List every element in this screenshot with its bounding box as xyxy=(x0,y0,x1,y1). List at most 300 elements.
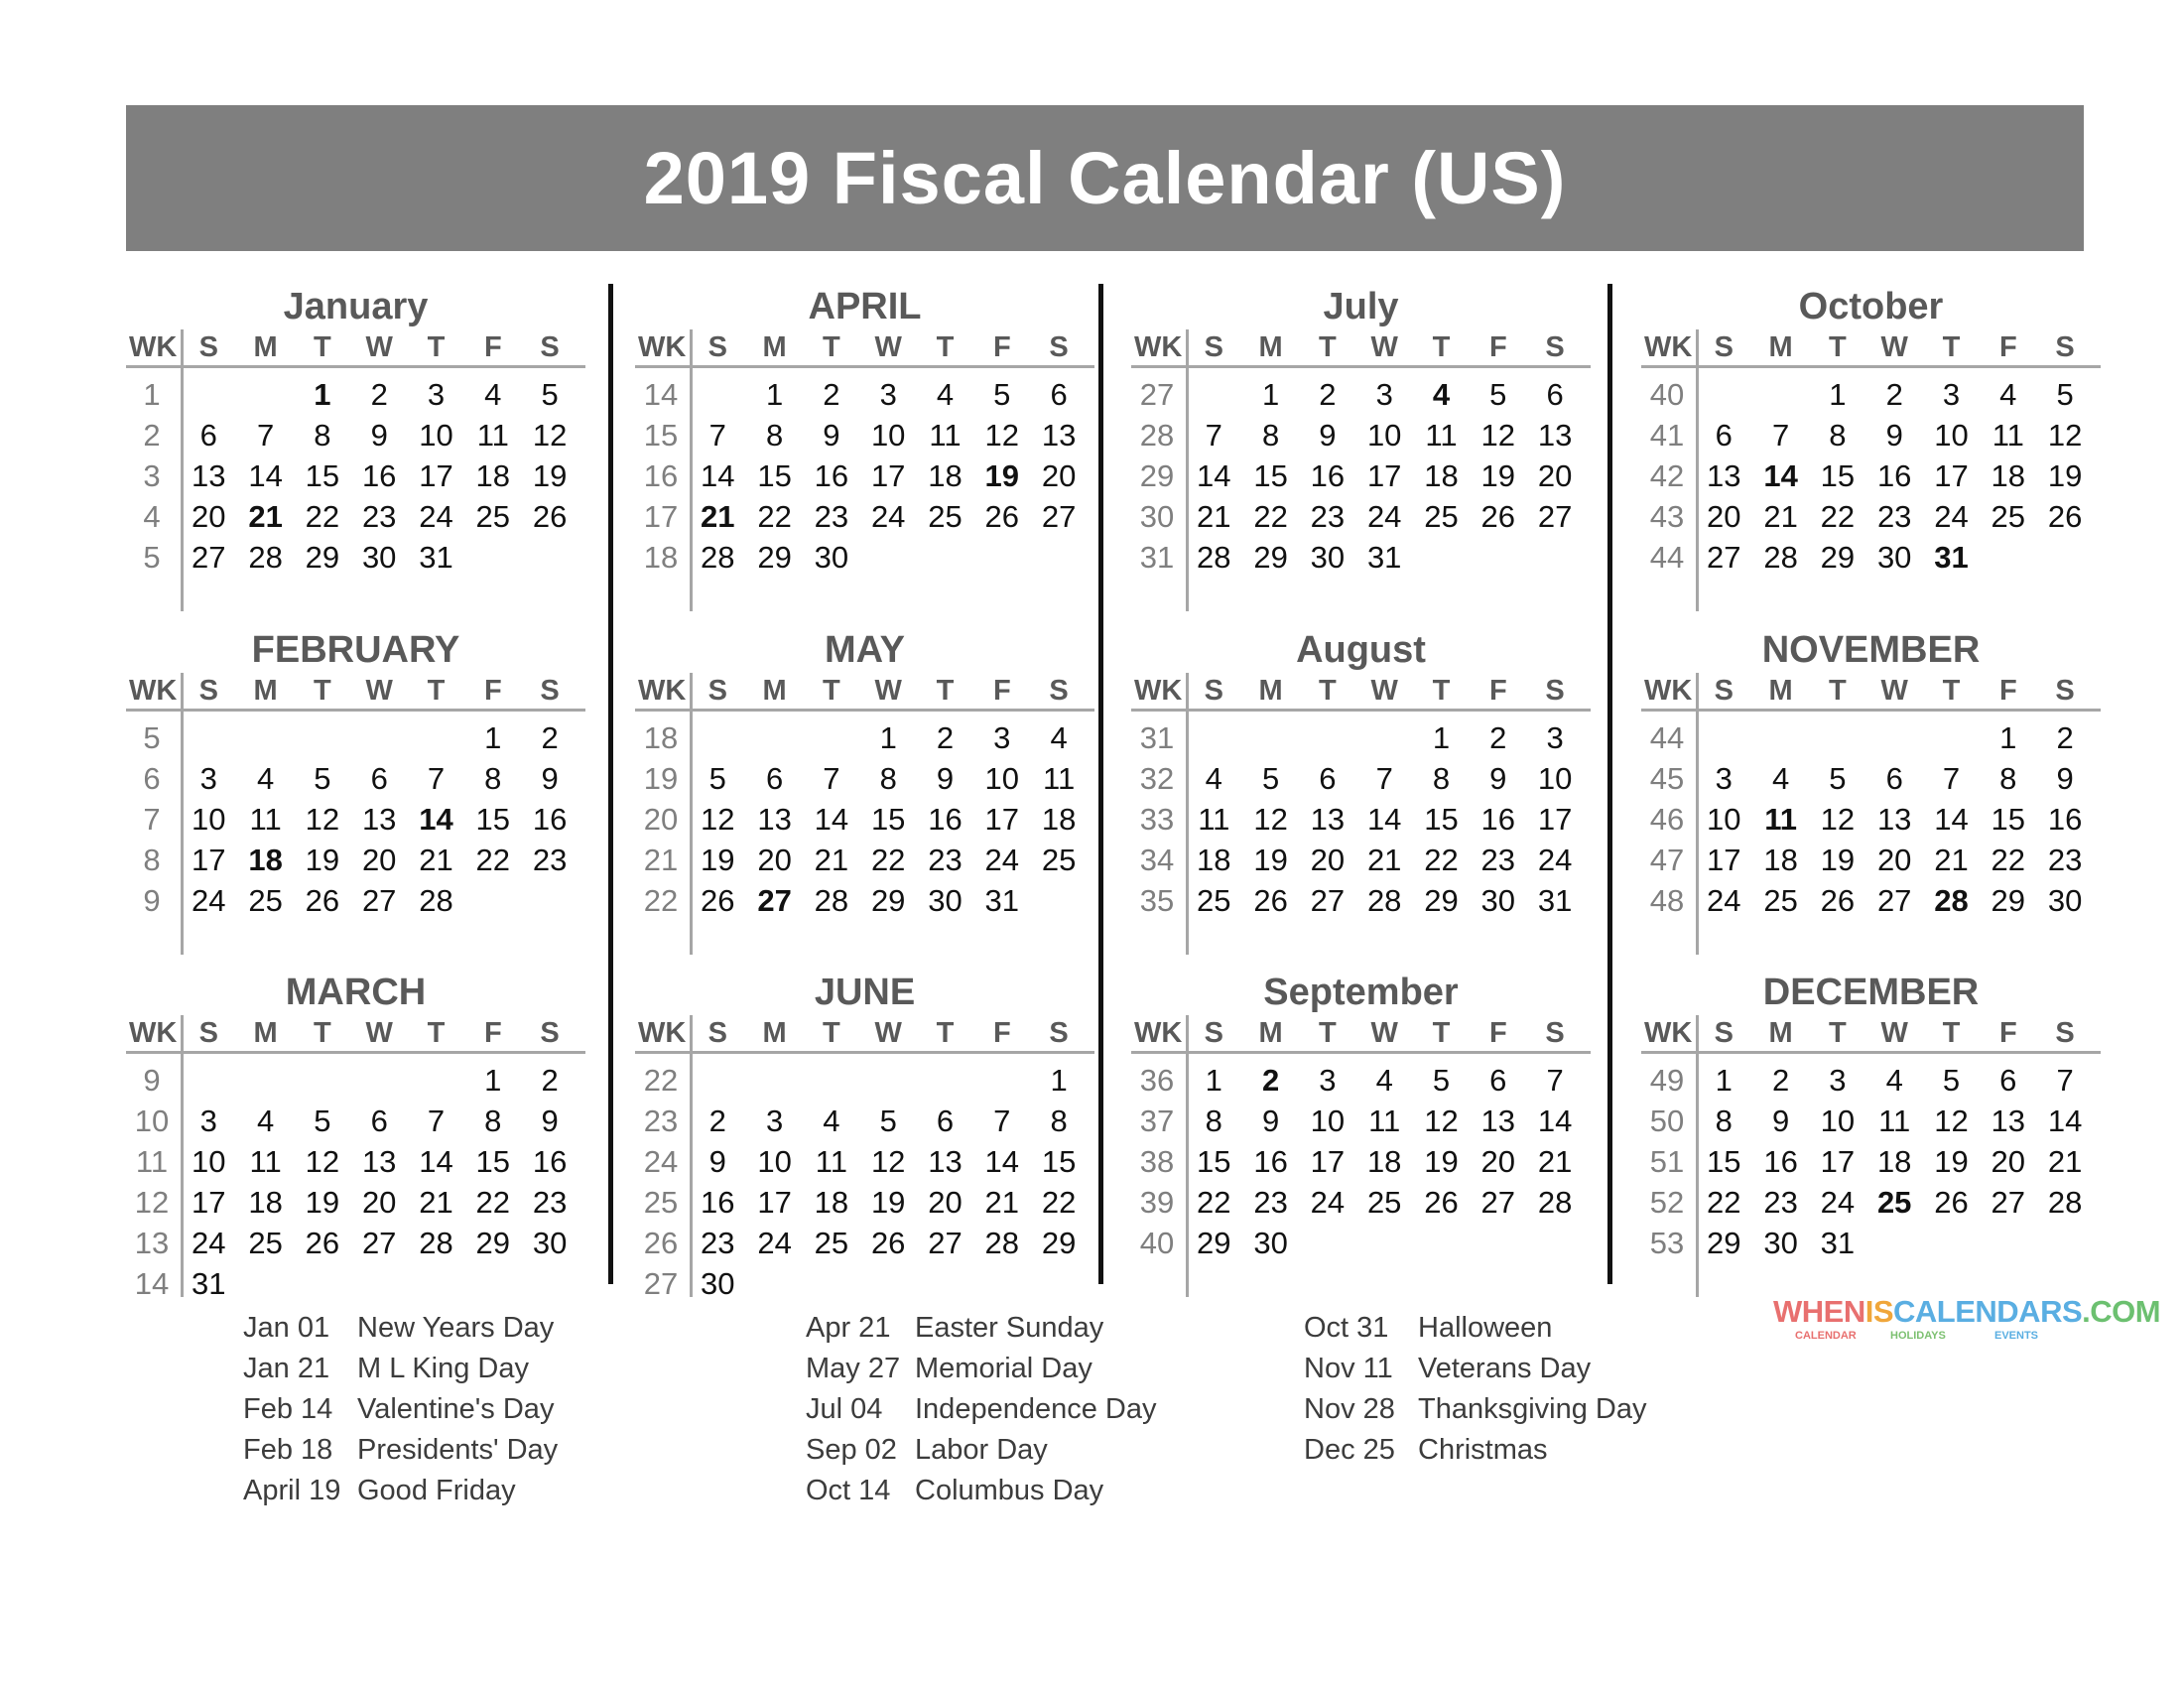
holiday-day-cell: 25 xyxy=(1876,1185,1912,1220)
day-cell: 20 xyxy=(757,843,792,877)
day-cell: 23 xyxy=(2047,843,2083,877)
day-cell: 24 xyxy=(1934,499,1969,534)
day-cell: 8 xyxy=(1999,761,2017,796)
weekday-label: T xyxy=(1319,1017,1337,1049)
day-cell: 19 xyxy=(1424,1144,1459,1179)
day-cell: 20 xyxy=(1707,499,1741,534)
holiday-date: April 19 xyxy=(243,1475,341,1506)
day-cell: 17 xyxy=(1820,1144,1856,1179)
logo-tagline-word: EVENTS xyxy=(1994,1330,2039,1342)
day-cell: 9 xyxy=(2056,761,2074,796)
weekday-label: F xyxy=(483,675,502,707)
day-cell: 18 xyxy=(1366,1144,1402,1179)
day-cell: 1 xyxy=(1715,1063,1733,1098)
holiday-item xyxy=(806,1349,1222,1389)
day-cell: 4 xyxy=(823,1104,840,1138)
weekday-label: M xyxy=(762,1017,787,1049)
weekday-label: T xyxy=(1319,675,1337,707)
week-column-divider xyxy=(1186,673,1189,955)
day-cell: 3 xyxy=(879,377,897,412)
weekday-label: T xyxy=(1942,331,1961,363)
month-block xyxy=(635,970,1094,1301)
weekday-label: S xyxy=(1204,1017,1223,1049)
week-column-divider xyxy=(1186,1015,1189,1297)
day-cell: 22 xyxy=(1041,1185,1077,1220)
day-cell: 15 xyxy=(1991,802,2026,837)
week-number: 41 xyxy=(1649,418,1685,453)
day-cell: 15 xyxy=(1253,458,1288,493)
day-cell: 28 xyxy=(984,1226,1020,1260)
weekday-label: S xyxy=(1049,1017,1069,1049)
holiday-date: Sep 02 xyxy=(806,1434,897,1466)
day-cell: 28 xyxy=(2047,1185,2083,1220)
weekday-label: M xyxy=(1258,1017,1283,1049)
week-number: 22 xyxy=(643,883,679,918)
week-number-header: WK xyxy=(1134,331,1183,363)
day-cell: 21 xyxy=(1763,499,1798,534)
day-cell: 9 xyxy=(936,761,955,796)
weekday-label: W xyxy=(1370,1017,1398,1049)
day-cell: 9 xyxy=(1319,418,1337,453)
day-cell: 25 xyxy=(1366,1185,1402,1220)
day-cell: 13 xyxy=(192,458,226,493)
weekday-label: S xyxy=(2055,1017,2075,1049)
day-cell: 1 xyxy=(1205,1063,1222,1098)
holiday-name: New Years Day xyxy=(357,1312,555,1344)
header-divider xyxy=(635,365,1094,368)
weekday-label: F xyxy=(992,1017,1011,1049)
day-cell: 2 xyxy=(936,720,955,755)
weekday-header xyxy=(1131,673,1591,709)
week-number: 19 xyxy=(643,761,679,796)
header-divider xyxy=(1641,365,2101,368)
weekday-header xyxy=(635,673,1094,709)
logo-wordmark xyxy=(1773,1294,2161,1329)
week-number: 34 xyxy=(1139,843,1175,877)
week-column-divider xyxy=(1186,329,1189,611)
holiday-item xyxy=(806,1308,1222,1349)
holiday-date: Nov 11 xyxy=(1304,1353,1393,1384)
holiday-item xyxy=(243,1389,660,1430)
day-cell: 28 xyxy=(1537,1185,1573,1220)
week-number: 7 xyxy=(143,802,161,837)
day-cell: 22 xyxy=(475,843,511,877)
weekday-label: M xyxy=(762,675,787,707)
day-cell: 23 xyxy=(928,843,963,877)
column-separator xyxy=(1607,284,1612,1284)
day-cell: 29 xyxy=(1424,883,1459,918)
week-number: 2 xyxy=(143,418,161,453)
day-cell: 20 xyxy=(361,843,397,877)
weekday-label: T xyxy=(1829,675,1847,707)
day-cell: 1 xyxy=(484,720,502,755)
day-cell: 2 xyxy=(1885,377,1903,412)
header-divider xyxy=(635,709,1094,712)
day-cell: 12 xyxy=(1480,418,1516,453)
day-cell: 28 xyxy=(419,1226,453,1260)
weekday-label: W xyxy=(1880,675,1908,707)
holiday-item xyxy=(806,1471,1222,1511)
day-cell: 5 xyxy=(1489,377,1507,412)
logo-tagline-word: HOLIDAYS xyxy=(1890,1330,1946,1342)
day-cell: 23 xyxy=(1310,499,1346,534)
day-cell: 2 xyxy=(823,377,840,412)
week-number: 11 xyxy=(135,1144,169,1179)
week-number: 38 xyxy=(1139,1144,1175,1179)
day-cell: 13 xyxy=(1991,1104,2026,1138)
logo-word: .COM xyxy=(2082,1294,2161,1329)
week-number-header: WK xyxy=(1644,1017,1693,1049)
day-cell: 6 xyxy=(1319,761,1337,796)
weekday-label: T xyxy=(936,331,955,363)
day-cell: 7 xyxy=(1375,761,1393,796)
day-cell: 26 xyxy=(2047,499,2083,534)
week-number: 27 xyxy=(643,1266,679,1301)
day-cell: 5 xyxy=(314,1104,331,1138)
day-cell: 22 xyxy=(1424,843,1459,877)
week-number: 44 xyxy=(1649,540,1685,575)
day-cell: 29 xyxy=(1041,1226,1077,1260)
header-divider xyxy=(126,365,585,368)
holiday-item xyxy=(1304,1430,1721,1471)
holiday-date: Jan 01 xyxy=(243,1312,330,1344)
weekday-label: S xyxy=(1049,675,1069,707)
day-cell: 24 xyxy=(984,843,1020,877)
holiday-date: Dec 25 xyxy=(1304,1434,1395,1466)
holiday-name: Good Friday xyxy=(357,1475,516,1506)
holiday-name: Presidents' Day xyxy=(357,1434,559,1466)
weekday-label: S xyxy=(1204,675,1223,707)
day-cell: 13 xyxy=(1876,802,1912,837)
day-cell: 25 xyxy=(1197,883,1231,918)
week-column-divider xyxy=(181,673,184,955)
weekday-label: T xyxy=(314,331,331,363)
day-cell: 5 xyxy=(708,761,726,796)
week-number: 10 xyxy=(134,1104,170,1138)
weekday-label: T xyxy=(936,1017,955,1049)
week-number: 14 xyxy=(643,377,679,412)
month-block xyxy=(1131,970,1591,1297)
day-cell: 26 xyxy=(984,499,1020,534)
weekday-label: M xyxy=(1258,331,1283,363)
day-cell: 21 xyxy=(1537,1144,1573,1179)
day-cell: 17 xyxy=(192,1185,226,1220)
weekday-header xyxy=(1641,1015,2101,1051)
day-cell: 10 xyxy=(984,761,1020,796)
day-cell: 31 xyxy=(1820,1226,1856,1260)
week-number: 36 xyxy=(1139,1063,1175,1098)
day-cell: 7 xyxy=(427,1104,446,1138)
day-cell: 6 xyxy=(936,1104,955,1138)
holiday-item xyxy=(1304,1349,1721,1389)
day-cell: 26 xyxy=(305,883,340,918)
week-number: 8 xyxy=(143,843,161,877)
day-cell: 16 xyxy=(701,1185,735,1220)
weekday-label: W xyxy=(874,675,902,707)
day-cell: 30 xyxy=(928,883,963,918)
weekday-label: T xyxy=(1942,675,1961,707)
day-cell: 15 xyxy=(1820,458,1856,493)
weekday-label: S xyxy=(540,331,560,363)
day-cell: 24 xyxy=(1310,1185,1346,1220)
week-column-divider xyxy=(690,329,693,611)
day-cell: 17 xyxy=(1537,802,1573,837)
day-cell: 6 xyxy=(1489,1063,1507,1098)
day-cell: 1 xyxy=(484,1063,502,1098)
day-cell: 9 xyxy=(1261,1104,1280,1138)
day-cell: 30 xyxy=(814,540,849,575)
week-number: 9 xyxy=(143,1063,161,1098)
month-block xyxy=(1641,970,2101,1297)
day-cell: 28 xyxy=(248,540,283,575)
weekday-label: S xyxy=(707,675,727,707)
week-number: 28 xyxy=(1139,418,1175,453)
day-cell: 15 xyxy=(1041,1144,1077,1179)
day-cell: 27 xyxy=(361,883,397,918)
weekday-header xyxy=(635,329,1094,365)
day-cell: 8 xyxy=(1050,1104,1068,1138)
day-cell: 30 xyxy=(701,1266,735,1301)
day-cell: 24 xyxy=(757,1226,792,1260)
day-cell: 26 xyxy=(1820,883,1856,918)
day-cell: 17 xyxy=(1366,458,1402,493)
day-cell: 9 xyxy=(541,761,559,796)
weekday-header xyxy=(1131,329,1591,365)
day-cell: 3 xyxy=(1715,761,1733,796)
week-number: 42 xyxy=(1649,458,1685,493)
weekday-label: W xyxy=(365,1017,393,1049)
day-cell: 10 xyxy=(1366,418,1402,453)
day-cell: 3 xyxy=(1829,1063,1847,1098)
week-number: 4 xyxy=(143,499,161,534)
day-cell: 29 xyxy=(1820,540,1856,575)
day-cell: 9 xyxy=(1771,1104,1790,1138)
week-number-header: WK xyxy=(638,331,687,363)
day-cell: 30 xyxy=(2047,883,2083,918)
day-cell: 17 xyxy=(419,458,453,493)
week-number: 46 xyxy=(1649,802,1685,837)
day-cell: 20 xyxy=(1310,843,1346,877)
weekday-header xyxy=(1131,1015,1591,1051)
day-cell: 25 xyxy=(1041,843,1077,877)
week-number: 52 xyxy=(1649,1185,1685,1220)
weekday-label: W xyxy=(874,1017,902,1049)
day-cell: 21 xyxy=(984,1185,1020,1220)
day-cell: 8 xyxy=(314,418,331,453)
week-number: 39 xyxy=(1139,1185,1175,1220)
holiday-name: Valentine's Day xyxy=(357,1393,555,1425)
day-cell: 6 xyxy=(1050,377,1068,412)
week-number: 35 xyxy=(1139,883,1175,918)
holiday-column xyxy=(243,1308,660,1511)
week-number: 43 xyxy=(1649,499,1685,534)
logo-word: CALENDARS xyxy=(1893,1294,2083,1329)
day-cell: 30 xyxy=(1253,1226,1288,1260)
day-cell: 2 xyxy=(370,377,388,412)
weekday-label: T xyxy=(427,1017,446,1049)
day-cell: 9 xyxy=(1885,418,1903,453)
day-cell: 5 xyxy=(314,761,331,796)
week-column-divider xyxy=(690,673,693,955)
day-cell: 25 xyxy=(1424,499,1459,534)
day-cell: 16 xyxy=(928,802,963,837)
day-cell: 8 xyxy=(1715,1104,1733,1138)
day-cell: 4 xyxy=(256,1104,275,1138)
day-cell: 4 xyxy=(1375,1063,1393,1098)
day-cell: 15 xyxy=(757,458,792,493)
week-number: 18 xyxy=(643,720,679,755)
day-cell: 18 xyxy=(1991,458,2026,493)
day-cell: 14 xyxy=(1197,458,1231,493)
day-cell: 21 xyxy=(1366,843,1402,877)
day-cell: 14 xyxy=(984,1144,1020,1179)
day-cell: 17 xyxy=(870,458,906,493)
day-cell: 12 xyxy=(1934,1104,1969,1138)
day-cell: 3 xyxy=(1319,1063,1337,1098)
day-cell: 5 xyxy=(541,377,559,412)
holiday-day-cell: 18 xyxy=(248,843,283,877)
weekday-header xyxy=(126,673,585,709)
weekday-label: M xyxy=(253,331,278,363)
holiday-day-cell: 27 xyxy=(757,883,792,918)
day-cell: 19 xyxy=(305,843,340,877)
day-cell: 20 xyxy=(361,1185,397,1220)
logo-tagline-word: CALENDAR xyxy=(1795,1330,1857,1342)
day-cell: 5 xyxy=(1942,1063,1961,1098)
day-cell: 22 xyxy=(1707,1185,1741,1220)
day-cell: 23 xyxy=(814,499,849,534)
week-number-header: WK xyxy=(129,1017,178,1049)
day-cell: 18 xyxy=(1424,458,1459,493)
day-cell: 5 xyxy=(993,377,1011,412)
day-cell: 8 xyxy=(484,1104,502,1138)
weekday-label: F xyxy=(1998,331,2017,363)
day-cell: 14 xyxy=(248,458,283,493)
day-cell: 6 xyxy=(370,1104,388,1138)
day-cell: 28 xyxy=(1763,540,1798,575)
day-cell: 14 xyxy=(814,802,849,837)
weekday-header xyxy=(126,1015,585,1051)
holiday-name: Veterans Day xyxy=(1418,1353,1592,1384)
weekday-header xyxy=(635,1015,1094,1051)
day-cell: 29 xyxy=(870,883,906,918)
page-title: 2019 Fiscal Calendar (US) xyxy=(126,105,2084,251)
weekday-label: T xyxy=(427,331,446,363)
day-cell: 28 xyxy=(1366,883,1402,918)
week-column-divider xyxy=(690,1015,693,1297)
holiday-item xyxy=(243,1471,660,1511)
day-cell: 7 xyxy=(256,418,275,453)
day-cell: 10 xyxy=(1934,418,1969,453)
day-cell: 11 xyxy=(929,418,962,453)
week-number: 44 xyxy=(1649,720,1685,755)
week-number: 17 xyxy=(643,499,679,534)
day-cell: 31 xyxy=(1366,540,1402,575)
day-cell: 5 xyxy=(1261,761,1280,796)
day-cell: 15 xyxy=(305,458,340,493)
day-cell: 29 xyxy=(1991,883,2026,918)
weekday-label: S xyxy=(540,675,560,707)
weekday-label: M xyxy=(1768,331,1793,363)
day-cell: 23 xyxy=(1253,1185,1288,1220)
holiday-date: Oct 14 xyxy=(806,1475,891,1506)
month-name: DECEMBER xyxy=(1762,972,1980,1013)
day-cell: 24 xyxy=(1820,1185,1856,1220)
week-number: 23 xyxy=(643,1104,679,1138)
weekday-label: S xyxy=(2055,331,2075,363)
day-cell: 11 xyxy=(1425,418,1458,453)
day-cell: 2 xyxy=(541,720,559,755)
day-cell: 4 xyxy=(1885,1063,1903,1098)
weekday-label: T xyxy=(823,675,840,707)
brand-logo xyxy=(1773,1294,2161,1343)
holiday-day-cell: 21 xyxy=(248,499,283,534)
day-cell: 3 xyxy=(765,1104,784,1138)
day-cell: 12 xyxy=(305,1144,340,1179)
week-number: 5 xyxy=(143,720,161,755)
day-cell: 23 xyxy=(532,1185,568,1220)
holiday-date: Jul 04 xyxy=(806,1393,883,1425)
day-cell: 8 xyxy=(1261,418,1280,453)
day-cell: 11 xyxy=(815,1144,847,1179)
week-number: 1 xyxy=(143,377,161,412)
day-cell: 28 xyxy=(1197,540,1231,575)
day-cell: 6 xyxy=(1715,418,1733,453)
week-column-divider xyxy=(1696,1015,1699,1297)
month-name: September xyxy=(1263,972,1459,1013)
week-number: 22 xyxy=(643,1063,679,1098)
day-cell: 1 xyxy=(765,377,784,412)
weekday-label: S xyxy=(707,331,727,363)
day-cell: 26 xyxy=(701,883,735,918)
weekday-label: M xyxy=(762,331,787,363)
week-number: 21 xyxy=(643,843,679,877)
day-cell: 1 xyxy=(1999,720,2017,755)
holiday-item xyxy=(806,1430,1222,1471)
weekday-label: S xyxy=(1545,331,1565,363)
header-divider xyxy=(635,1051,1094,1054)
day-cell: 8 xyxy=(484,761,502,796)
day-cell: 19 xyxy=(2047,458,2083,493)
week-number: 31 xyxy=(1139,720,1175,755)
holiday-day-cell: 4 xyxy=(1432,377,1451,412)
month-name: APRIL xyxy=(808,286,922,327)
week-number: 13 xyxy=(134,1226,170,1260)
holiday-name: Halloween xyxy=(1418,1312,1553,1344)
day-cell: 6 xyxy=(1885,761,1903,796)
logo-word: IS xyxy=(1864,1294,1894,1329)
holiday-day-cell: 14 xyxy=(1763,458,1798,493)
week-number: 3 xyxy=(143,458,161,493)
day-cell: 26 xyxy=(305,1226,340,1260)
day-cell: 4 xyxy=(1205,761,1222,796)
day-cell: 1 xyxy=(1432,720,1451,755)
day-cell: 29 xyxy=(305,540,340,575)
weekday-label: F xyxy=(1488,331,1507,363)
weekday-label: F xyxy=(483,1017,502,1049)
day-cell: 12 xyxy=(305,802,340,837)
day-cell: 15 xyxy=(1197,1144,1231,1179)
day-cell: 21 xyxy=(1197,499,1231,534)
day-cell: 13 xyxy=(361,1144,397,1179)
day-cell: 3 xyxy=(1546,720,1564,755)
day-cell: 17 xyxy=(1934,458,1969,493)
day-cell: 10 xyxy=(1820,1104,1856,1138)
header-divider xyxy=(126,1051,585,1054)
day-cell: 10 xyxy=(192,802,226,837)
week-number: 51 xyxy=(1649,1144,1685,1179)
day-cell: 12 xyxy=(984,418,1020,453)
